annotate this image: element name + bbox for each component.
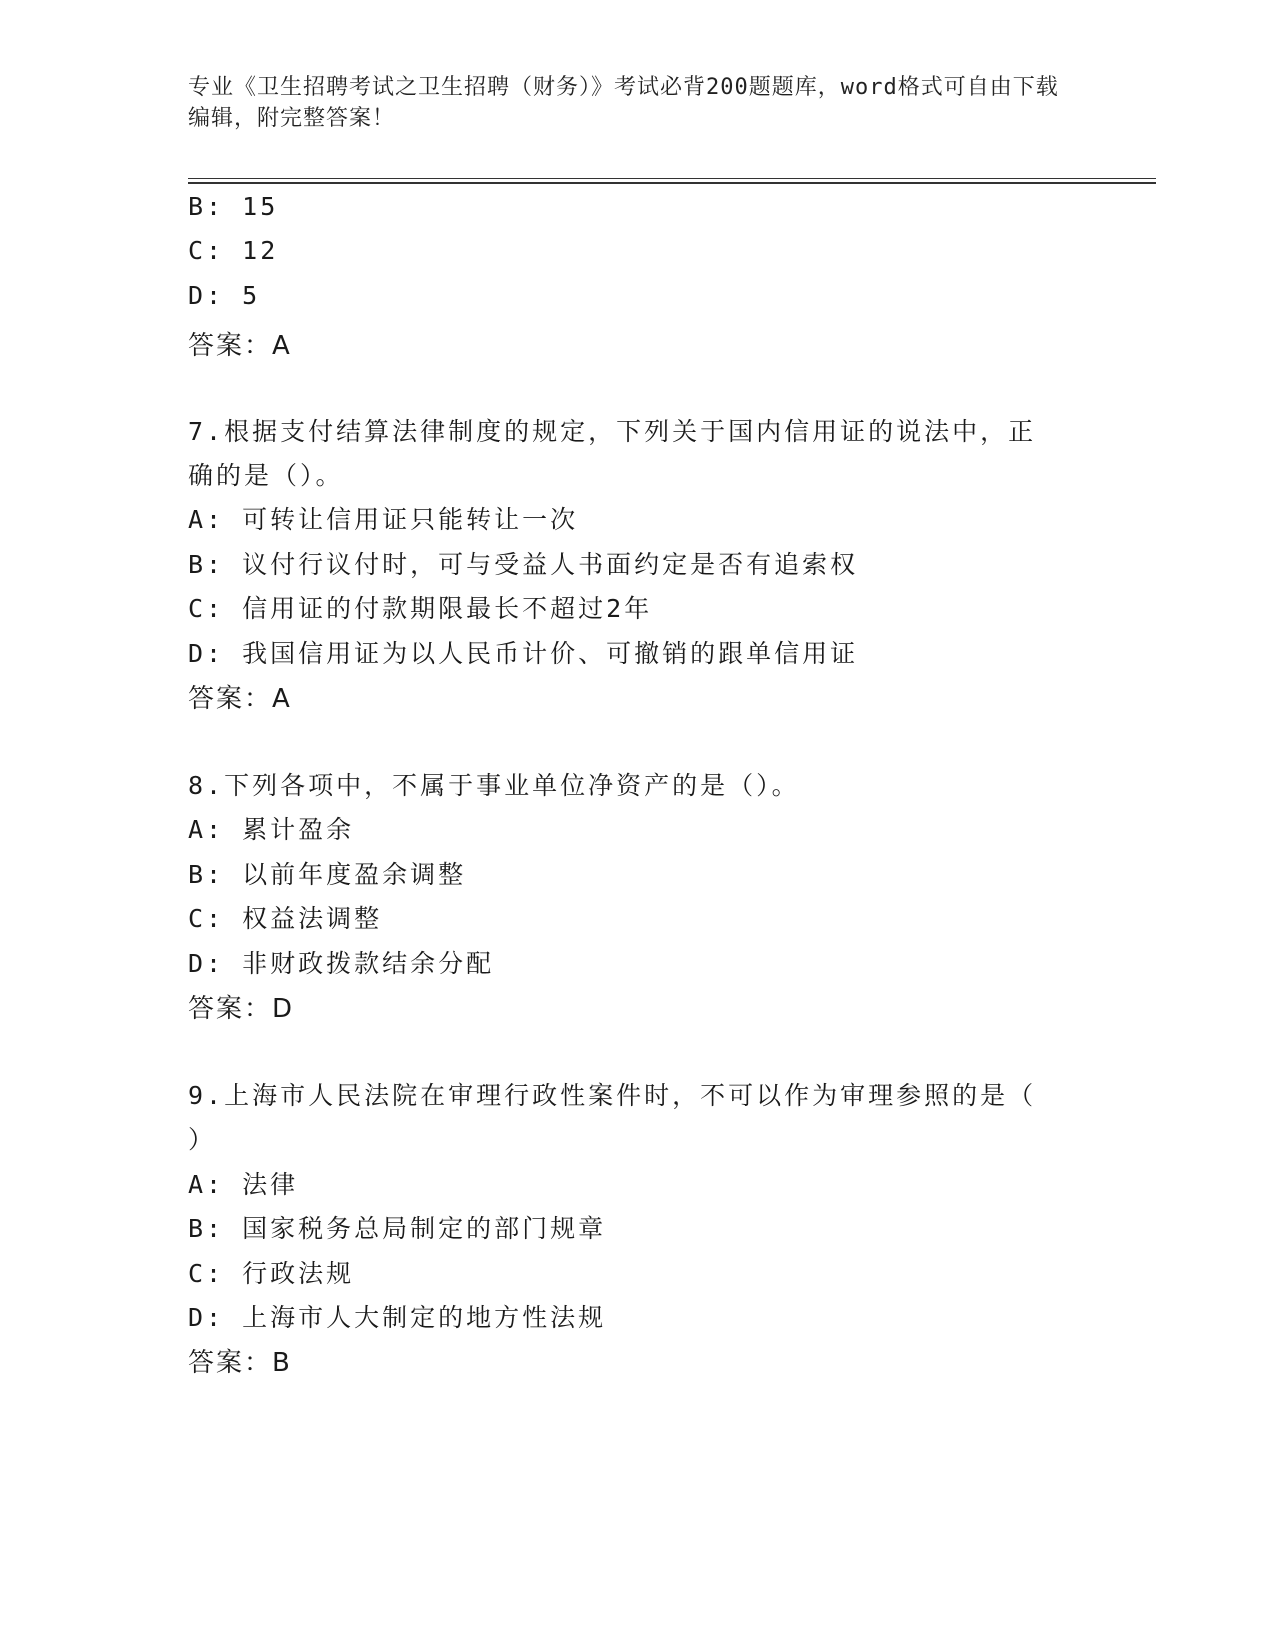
q6-option-c: C: 12 — [188, 236, 279, 265]
q9-option-c: C: 行政法规 — [188, 1259, 355, 1288]
q8-stem-line1: 8.下列各项中，不属于事业单位净资产的是（）。 — [188, 771, 800, 800]
q7-option-a: A: 可转让信用证只能转让一次 — [188, 505, 579, 534]
q7-answer: 答案：A — [188, 684, 292, 714]
q7-option-b: B: 议付行议付时，可与受益人书面约定是否有追索权 — [188, 550, 859, 579]
q6-answer: 答案：A — [188, 331, 292, 361]
q8-answer: 答案：D — [188, 994, 295, 1024]
q9-option-a: A: 法律 — [188, 1170, 299, 1199]
q7-stem-line1: 7.根据支付结算法律制度的规定，下列关于国内信用证的说法中，正 — [188, 417, 1037, 446]
q7-option-d: D: 我国信用证为以人民币计价、可撤销的跟单信用证 — [188, 639, 859, 668]
q6-option-b: B: 15 — [188, 192, 279, 221]
header-divider-thick — [188, 182, 1156, 184]
q9-option-b: B: 国家税务总局制定的部门规章 — [188, 1214, 607, 1243]
q8-option-a: A: 累计盈余 — [188, 815, 355, 844]
q6-option-d: D: 5 — [188, 281, 261, 310]
q8-option-d: D: 非财政拨款结余分配 — [188, 949, 495, 978]
q9-option-d: D: 上海市人大制定的地方性法规 — [188, 1303, 607, 1332]
header-divider-thin — [188, 178, 1156, 179]
q9-answer: 答案：B — [188, 1348, 292, 1378]
q9-stem-line1: 9.上海市人民法院在审理行政性案件时，不可以作为审理参照的是（ — [188, 1081, 1037, 1110]
document-header: 专业《卫生招聘考试之卫生招聘（财务）》考试必背200题题库，word格式可自由下载编辑，附完整答案！ — [188, 75, 1059, 131]
q8-option-c: C: 权益法调整 — [188, 904, 383, 933]
q9-stem-line2: ） — [188, 1125, 217, 1154]
q7-option-c: C: 信用证的付款期限最长不超过2年 — [188, 594, 653, 623]
q7-stem-line2: 确的是（）。 — [188, 461, 344, 490]
q8-option-b: B: 以前年度盈余调整 — [188, 860, 467, 889]
